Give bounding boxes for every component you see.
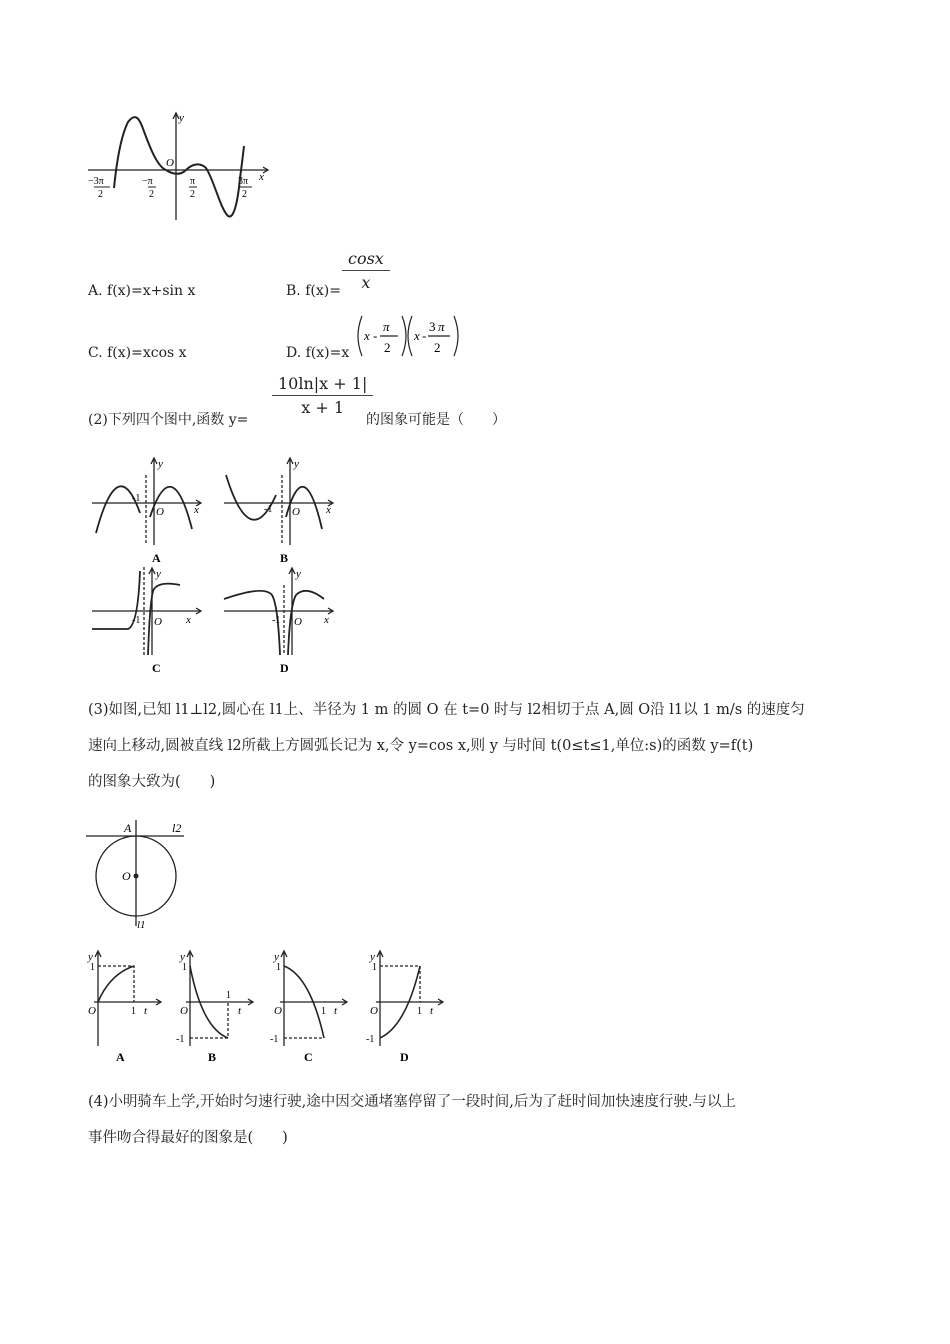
q3-graph-b bbox=[176, 948, 256, 1068]
svg-text:t: t bbox=[238, 1005, 242, 1017]
q1-option-b-prefix: B. f(x)= bbox=[286, 283, 341, 299]
svg-text:1: 1 bbox=[131, 1006, 136, 1017]
svg-text:1: 1 bbox=[226, 990, 231, 1001]
svg-text:-1: -1 bbox=[270, 1034, 279, 1045]
svg-text:A: A bbox=[116, 1050, 125, 1064]
q1-option-c: C. f(x)=xcos x bbox=[88, 345, 187, 361]
q1-tick-labels bbox=[88, 176, 252, 200]
q1-function-graph bbox=[82, 108, 282, 228]
svg-text:-1: -1 bbox=[132, 493, 141, 504]
svg-text:B: B bbox=[208, 1050, 217, 1064]
q4-line-1: (4)小明骑车上学,开始时匀速行驶,途中因交通堵塞停留了一段时间,后为了赶时间加快速度行驶.与以上 bbox=[88, 1094, 736, 1110]
q3-circle-figure bbox=[84, 818, 194, 938]
svg-text:π: π bbox=[438, 319, 445, 334]
q1-option-d-factors bbox=[354, 312, 464, 362]
svg-text:A: A bbox=[124, 821, 132, 835]
svg-text:1: 1 bbox=[276, 962, 281, 973]
svg-text:O: O bbox=[88, 1005, 96, 1017]
svg-text:y: y bbox=[88, 951, 93, 963]
svg-text:-1: -1 bbox=[264, 504, 273, 515]
svg-text:O: O bbox=[274, 1005, 282, 1017]
svg-text:O: O bbox=[180, 1005, 188, 1017]
svg-text:y: y bbox=[180, 951, 185, 963]
svg-text:-1: -1 bbox=[132, 615, 141, 626]
svg-text:-1: -1 bbox=[176, 1034, 185, 1045]
svg-text:y: y bbox=[370, 951, 375, 963]
q1-origin-label: O bbox=[166, 157, 174, 169]
q3-line-3: 的图象大致为( ) bbox=[88, 774, 216, 790]
svg-text:x: x bbox=[364, 328, 370, 343]
svg-text:t: t bbox=[144, 1005, 148, 1017]
svg-text:1: 1 bbox=[182, 962, 187, 973]
svg-text:-: - bbox=[422, 328, 427, 343]
q1-option-b-denominator: x bbox=[361, 273, 371, 292]
svg-text:C: C bbox=[152, 661, 161, 675]
svg-text:O: O bbox=[154, 616, 162, 628]
q2-stem-suffix: 的图象可能是（ ） bbox=[366, 412, 506, 428]
q2-fraction bbox=[272, 374, 373, 417]
q1-curve bbox=[114, 117, 244, 216]
svg-text:B: B bbox=[280, 551, 289, 565]
q1-y-label: y bbox=[179, 112, 184, 124]
svg-text:2: 2 bbox=[434, 340, 441, 355]
q3-graph-d bbox=[366, 948, 446, 1068]
q4-line-2: 事件吻合得最好的图象是( ) bbox=[88, 1130, 288, 1146]
q3-question-text bbox=[88, 692, 868, 800]
q3-line-1: (3)如图,已知 l1⊥l2,圆心在 l1上、半径为 1 m 的圆 O 在 t=0 时与 l2相切于点 A,圆 O沿 l1以 1 m/s 的速度匀 bbox=[88, 702, 805, 718]
svg-text:2: 2 bbox=[149, 189, 154, 200]
svg-text:−π: −π bbox=[142, 176, 153, 187]
q1-option-a: A. f(x)=x+sin x bbox=[88, 283, 196, 299]
svg-text:A: A bbox=[152, 551, 161, 565]
q1-option-b-fraction bbox=[342, 249, 390, 292]
q2-graph-a bbox=[88, 455, 208, 570]
q3-graph-c bbox=[270, 948, 350, 1068]
svg-text:O: O bbox=[156, 506, 164, 518]
svg-text:C: C bbox=[304, 1050, 313, 1064]
svg-text:O: O bbox=[122, 869, 131, 883]
svg-text:y: y bbox=[296, 568, 301, 580]
svg-text:3: 3 bbox=[429, 319, 436, 334]
svg-text:y: y bbox=[294, 458, 299, 470]
svg-text:O: O bbox=[294, 616, 302, 628]
svg-text:O: O bbox=[370, 1005, 378, 1017]
q1-option-d-prefix: D. f(x)=x bbox=[286, 345, 350, 361]
q1-x-label: x bbox=[259, 171, 264, 183]
svg-text:t: t bbox=[334, 1005, 338, 1017]
q4-question-text bbox=[88, 1084, 868, 1156]
svg-text:3π: 3π bbox=[238, 176, 249, 187]
svg-text:1: 1 bbox=[372, 962, 377, 973]
svg-text:-1: -1 bbox=[272, 615, 281, 626]
svg-text:-1: -1 bbox=[366, 1034, 375, 1045]
q3-graph-a bbox=[84, 948, 164, 1068]
svg-text:D: D bbox=[400, 1050, 409, 1064]
svg-text:l2: l2 bbox=[172, 821, 182, 835]
svg-text:t: t bbox=[430, 1005, 434, 1017]
svg-text:2: 2 bbox=[384, 340, 391, 355]
q3-line-2: 速向上移动,圆被直线 l2所截上方圆弧长记为 x,令 y=cos x,则 y 与时间 t(0≤t≤1,单位:s)的函数 y=f(t) bbox=[88, 738, 754, 754]
svg-text:x: x bbox=[326, 504, 331, 516]
svg-text:x: x bbox=[194, 504, 199, 516]
svg-text:-: - bbox=[373, 328, 378, 343]
svg-text:π: π bbox=[190, 176, 196, 187]
svg-text:l1: l1 bbox=[137, 919, 146, 931]
q2-fraction-denominator: x + 1 bbox=[301, 398, 345, 417]
q2-graph-b bbox=[220, 455, 340, 570]
svg-text:O: O bbox=[292, 506, 300, 518]
svg-text:1: 1 bbox=[90, 962, 95, 973]
svg-text:y: y bbox=[156, 568, 161, 580]
svg-text:y: y bbox=[158, 458, 163, 470]
svg-text:2: 2 bbox=[242, 189, 247, 200]
svg-text:x: x bbox=[324, 614, 329, 626]
svg-text:2: 2 bbox=[98, 189, 103, 200]
svg-text:1: 1 bbox=[417, 1006, 422, 1017]
q2-graph-d bbox=[220, 565, 340, 680]
q2-stem-prefix: (2)下列四个图中,函数 y= bbox=[88, 412, 249, 428]
svg-text:1: 1 bbox=[321, 1006, 326, 1017]
svg-text:2: 2 bbox=[190, 189, 195, 200]
svg-text:π: π bbox=[383, 319, 390, 334]
svg-text:y: y bbox=[274, 951, 279, 963]
svg-text:−3π: −3π bbox=[88, 176, 104, 187]
svg-text:x: x bbox=[186, 614, 191, 626]
q2-fraction-numerator: 10ln|x + 1| bbox=[272, 374, 373, 396]
q1-option-b-numerator: cosx bbox=[342, 249, 390, 271]
svg-text:x: x bbox=[414, 328, 420, 343]
svg-text:D: D bbox=[280, 661, 289, 675]
q2-graph-c bbox=[88, 565, 208, 680]
